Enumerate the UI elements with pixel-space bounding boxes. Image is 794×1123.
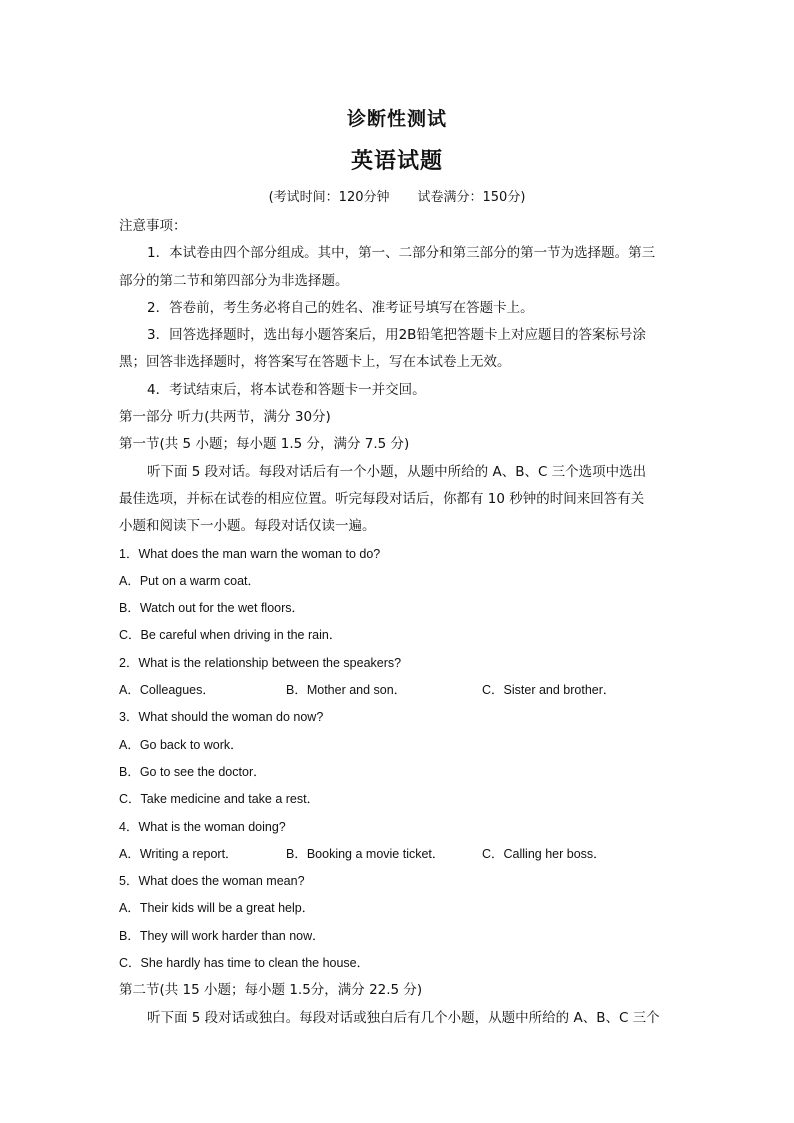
- notice-item-2: 2．答卷前，考生务必将自己的姓名、准考证号填写在答题卡上。: [147, 299, 534, 316]
- question-2-stem: 2．What is the relationship between the speakers?: [119, 655, 402, 670]
- question-4-stem: 4．What is the woman doing?: [119, 819, 286, 834]
- question-2-options: [119, 677, 679, 704]
- question-5-option-c: C．She hardly has time to clean the house．: [119, 956, 370, 971]
- section-2-instructions-line-1: 听下面 5 段对话或独白。每段对话或独白后有几个小题，从题中所给的 A、B、C 三个: [147, 1009, 660, 1026]
- exam-time: (考试时间：120分钟: [268, 190, 390, 205]
- question-2-option-b: B．Mother and son．: [286, 683, 407, 698]
- exam-body: [119, 213, 679, 1032]
- section-1-instructions-line-2: 最佳选项，并标在试卷的相应位置。听完每段对话后，你都有 10 秒钟的时间来回答有关: [119, 490, 645, 507]
- question-3-option-b: B．Go to see the doctor．: [119, 764, 266, 779]
- question-4-options: [119, 841, 679, 868]
- notice-item-1-line-2: 部分的第二节和第四部分为非选择题。: [119, 272, 349, 289]
- question-3-option-a: A．Go back to work．: [119, 737, 243, 752]
- question-5-option-a: A．Their kids will be a great help．: [119, 901, 315, 916]
- exam-subject-title: 英语试题: [350, 149, 443, 174]
- question-4-option-b: B．Booking a movie ticket．: [286, 846, 445, 861]
- question-2-option-c: C．Sister and brother．: [482, 683, 616, 698]
- question-1-option-c: C．Be careful when driving in the rain．: [119, 628, 342, 643]
- section-1-instructions-line-3: 小题和阅读下一小题。每段对话仅读一遍。: [119, 518, 376, 535]
- section-1-instructions-line-1: 听下面 5 段对话。每段对话后有一个小题，从题中所给的 A、B、C 三个选项中选出: [147, 463, 647, 480]
- notice-heading: 注意事项：: [119, 218, 187, 234]
- question-3-stem: 3．What should the woman do now?: [119, 710, 324, 725]
- question-5-option-b: B．They will work harder than now．: [119, 928, 325, 943]
- question-3-option-c: C．Take medicine and take a rest．: [119, 792, 320, 807]
- question-4-option-a: A．Writing a report．: [119, 846, 238, 861]
- notice-item-3-line-2: 黑；回答非选择题时，将答案写在答题卡上，写在本试卷上无效。: [119, 354, 511, 371]
- section-2-heading: 第二节(共 15 小题；每小题 1.5分，满分 22.5 分): [119, 982, 423, 999]
- question-5-stem: 5．What does the woman mean?: [119, 874, 305, 889]
- full-score: 试卷满分：150分): [417, 190, 526, 205]
- question-1-option-b: B．Watch out for the wet floors．: [119, 601, 305, 616]
- question-1-option-a: A．Put on a warm coat．: [119, 573, 261, 588]
- question-4-option-c: C．Calling her boss．: [482, 846, 606, 861]
- notice-item-1-line-1: 1．本试卷由四个部分组成。其中，第一、二部分和第三部分的第一节为选择题。第三: [147, 245, 656, 262]
- exam-meta: [0, 186, 794, 205]
- part-1-heading: 第一部分 听力(共两节，满分 30分): [119, 409, 331, 426]
- section-1-heading: 第一节(共 5 小题；每小题 1.5 分，满分 7.5 分): [119, 436, 410, 453]
- notice-item-4: 4．考试结束后，将本试卷和答题卡一并交回。: [147, 381, 426, 398]
- notice-item-3-line-1: 3．回答选择题时，选出每小题答案后，用2B铅笔把答题卡上对应题目的答案标号涂: [147, 327, 646, 344]
- exam-title: 诊断性测试: [346, 108, 447, 130]
- question-1-stem: 1．What does the man warn the woman to do?: [119, 546, 381, 561]
- question-2-option-a: A．Colleagues．: [119, 683, 215, 698]
